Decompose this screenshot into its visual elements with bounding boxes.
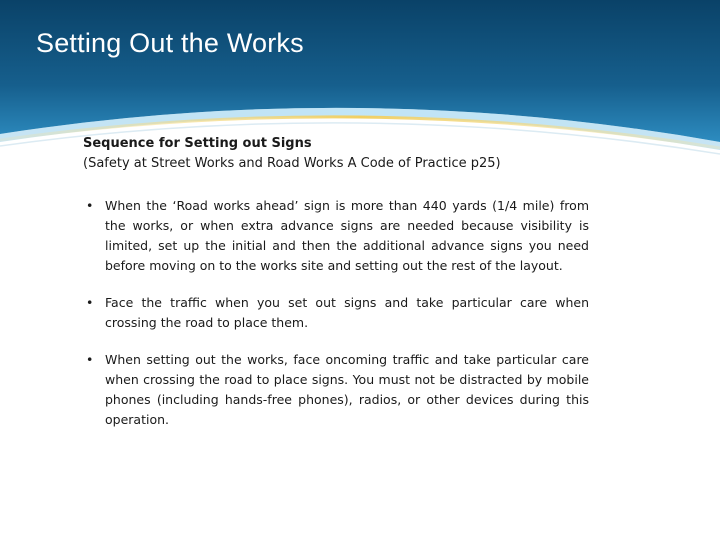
bullet-text: Face the traffic when you set out signs and take particular care when crossing the road to place them. <box>105 295 589 330</box>
bullet-item <box>83 293 589 333</box>
bullet-list <box>83 196 589 430</box>
section-subheading: (Safety at Street Works and Road Works A Code of Practice p25) <box>83 156 501 171</box>
bullet-dot-icon: • <box>86 352 94 367</box>
slide-title: Setting Out the Works <box>36 28 304 58</box>
bullet-text: When the ‘Road works ahead’ sign is more than 440 yards (1/4 mile) from the works, or when extra advance signs are needed because visibility is limited, set up the initial and then the additional advance signs you need before moving on to the works site and setting out the rest of the layout. <box>105 198 589 273</box>
bullet-item <box>83 350 589 430</box>
bullet-dot-icon: • <box>86 198 94 213</box>
section-heading: Sequence for Setting out Signs <box>83 136 312 151</box>
bullet-text: When setting out the works, face oncoming traffic and take particular care when crossing the road to place signs. You must not be distracted by mobile phones (including hands-free phones), radios, or other devices during this operation. <box>105 352 589 427</box>
bullet-dot-icon: • <box>86 295 94 310</box>
bullet-item <box>83 196 589 276</box>
body-content <box>83 134 589 447</box>
